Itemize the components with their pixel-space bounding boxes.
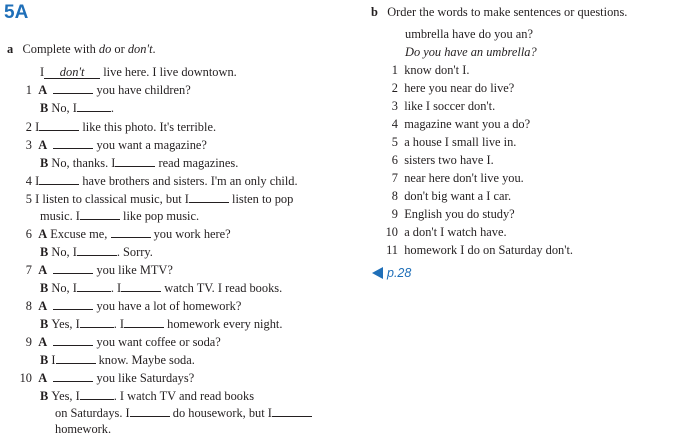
- a-item-10-line-b: B Yes, I . I watch TV and read books: [40, 389, 255, 403]
- b-item-number: 11: [386, 243, 398, 257]
- b-item-number: 5: [391, 135, 398, 149]
- answer-blank[interactable]: [80, 316, 114, 328]
- b-item-number: 9: [391, 207, 398, 221]
- answer-blank[interactable]: [53, 298, 93, 310]
- a-item-5-line-2: music. I like pop music.: [40, 209, 200, 223]
- b-item-number: 3: [391, 99, 398, 113]
- b-item-text: like I soccer don't.: [404, 99, 496, 113]
- b-item-text: a house I small live in.: [404, 135, 517, 149]
- arrow-left-icon: [372, 267, 383, 279]
- answer-blank[interactable]: [115, 155, 155, 167]
- answer-blank[interactable]: [39, 173, 79, 185]
- a-item-10-line-c: on Saturdays. I do housework, but I: [55, 405, 312, 421]
- b-item-number: 4: [391, 117, 398, 131]
- answer-blank[interactable]: [39, 119, 79, 131]
- b-item: [376, 153, 494, 168]
- section-b-letter: b: [371, 5, 378, 19]
- a-item-1-line-b: B No, I .: [40, 101, 114, 115]
- b-item-number: 8: [391, 189, 398, 203]
- b-item-text: here you near do live?: [404, 81, 515, 95]
- b-item-text: don't big want a I car.: [404, 189, 512, 203]
- answer-blank[interactable]: [77, 100, 111, 112]
- b-item-text: English you do study?: [404, 207, 515, 221]
- b-item: [376, 207, 515, 222]
- answer-blank[interactable]: [53, 82, 93, 94]
- answer-blank[interactable]: [53, 262, 93, 274]
- example-answer: don't: [44, 65, 100, 79]
- b-item-text: near here don't live you.: [404, 171, 524, 185]
- answer-blank[interactable]: [272, 405, 312, 417]
- unit-title: 5A: [4, 2, 29, 23]
- answer-blank[interactable]: [53, 370, 93, 382]
- answer-blank[interactable]: [53, 137, 93, 149]
- answer-blank[interactable]: [111, 226, 151, 238]
- b-example-question: umbrella have do you an?: [405, 27, 533, 41]
- section-a-letter: a: [7, 42, 14, 56]
- b-item-text: know don't I.: [404, 63, 470, 77]
- b-item-text: a don't I watch have.: [404, 225, 507, 239]
- b-item-number: 2: [391, 81, 398, 95]
- b-item-number: 7: [391, 171, 398, 185]
- b-item: [376, 243, 573, 258]
- a-item-7-line-b: B No, I . I watch TV. I read books.: [40, 281, 283, 295]
- b-item-number: 6: [391, 153, 398, 167]
- a-item-1-line-a: 1 A you have children?: [25, 83, 191, 97]
- answer-blank[interactable]: [56, 352, 96, 364]
- answer-blank[interactable]: [80, 388, 114, 400]
- a-item-6-line-b: B No, I . Sorry.: [40, 245, 153, 259]
- section-a-instruction: a Complete with do or don't.: [7, 42, 156, 56]
- a-item-3-line-b: B No, thanks. I read magazines.: [40, 156, 239, 170]
- page-reference-label: p.28: [387, 266, 412, 280]
- answer-blank[interactable]: [130, 405, 170, 417]
- answer-blank[interactable]: [80, 208, 120, 220]
- a-item-10-line-a: 10 A you like Saturdays?: [19, 371, 195, 385]
- a-item-8-line-a: 8 A you have a lot of homework?: [25, 299, 242, 313]
- b-item: [376, 81, 514, 96]
- section-b-instruction: b Order the words to make sentences or questions.: [371, 5, 628, 19]
- b-item: [376, 117, 530, 132]
- a-item-8-line-b: B Yes, I . I homework every night.: [40, 317, 283, 331]
- page-reference[interactable]: [372, 266, 411, 281]
- b-item: [376, 99, 495, 114]
- b-item-number: 1: [391, 63, 398, 77]
- answer-blank[interactable]: [53, 334, 93, 346]
- b-item: [376, 225, 507, 240]
- a-item-6-line-a: 6 A Excuse me, you work here?: [25, 227, 231, 241]
- a-item-2: 2 I like this photo. It's terrible.: [25, 120, 217, 134]
- a-item-9-line-b: B I know. Maybe soda.: [40, 353, 195, 367]
- a-item-5-line-1: 5 I listen to classical music, but I listen to pop: [25, 192, 294, 206]
- a-item-10-line-d: homework.: [55, 422, 112, 436]
- answer-blank[interactable]: [77, 280, 111, 292]
- b-item: [376, 135, 516, 150]
- a-item-4: 4 I have brothers and sisters. I'm an only child.: [25, 174, 298, 188]
- answer-blank[interactable]: [121, 280, 161, 292]
- b-item-number: 10: [385, 225, 398, 239]
- b-item-text: homework I do on Saturday don't.: [404, 243, 573, 257]
- b-item: [376, 189, 511, 204]
- answer-blank[interactable]: [124, 316, 164, 328]
- example-line: I don't live here. I live downtown.: [40, 65, 237, 79]
- a-item-3-line-a: 3 A you want a magazine?: [25, 138, 207, 152]
- b-item: [376, 171, 524, 186]
- answer-blank[interactable]: [77, 244, 117, 256]
- a-item-7-line-a: 7 A you like MTV?: [25, 263, 173, 277]
- b-example-answer: Do you have an umbrella?: [405, 45, 537, 59]
- a-item-9-line-a: 9 A you want coffee or soda?: [25, 335, 221, 349]
- b-item-text: sisters two have I.: [404, 153, 494, 167]
- b-item: [376, 63, 469, 78]
- answer-blank[interactable]: [189, 191, 229, 203]
- b-item-text: magazine want you a do?: [404, 117, 531, 131]
